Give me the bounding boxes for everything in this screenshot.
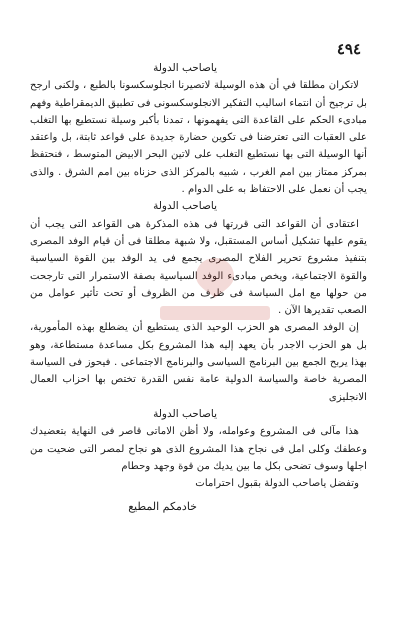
paragraph-4: هذا مآلى فى المشروع وعوامله، ولا أظن الاماتى قاصر فى النهاية بتعضيدك وعطفك وكلى امل فى نجاح هذا المشروع الذى هو نجاح لمصر التى ضحيت من اجلها وسوف تضحى بكل ما بين يديك من قوة وجهد وحطام <box>30 426 367 472</box>
paragraph-2: اعتقادى أن القواعد التى قررتها فى هذه المذكرة هى القواعد التى يجب أن يقوم عليها تشكيل أساس المستقبل، ولا شبهة مطلقا فى أن قيام الوفد المصرى بتنفيذ مشروع تحرير الفلاح المصرى يجمع فى يد الوفد بين القوة السياسية والقوة الاجتماعية، ويخص مبادىء الوفد السياسية بصفة الاستمرار التى تارجحت من حولها مع امل السياسة فى ظرف من الظروف أو تحت تأثير عوامل من الصعب تقديرها الآن . <box>30 218 367 317</box>
paragraph-1: لاتكران مطلقا في أن هذه الوسيلة لاتصيرنا انجلوسكسونا بالطبع ، ولكنى ارجح بل ترجيح أن انتماء اساليب التفكير الانجلوسكسونى فى تطبيق الديمقراطية وفهم مبادىء الحكم على القاعدة التى يفهمونها ، تمدنا بأكبر وسيلة نستطيع بها التغلب على العقبات التى تعترضنا فى تكوين حضارة جديدة على قواعد ثابتة، بل واعتقد أنها الوسيلة التى بها نستطيع التغلب على لاتين البحر الابيض المتوسط ، فنحتفظ بمركز ممتاز بين امم الغرب ، شبيه بالمركز الذى حزناه بين امم الشرق . والذى يجب أن نعمل على الاحتفاظ به على الدوام . <box>30 80 367 196</box>
salutation-3: ياصاحب الدولة <box>153 407 217 420</box>
paragraph-3: إن الوفد المصرى هو الحزب الوحيد الذى يستطيع أن يضطلع بهذه المأمورية، بل هو الحزب الاجدر بأن يعهد إليه هذا المشروع بكل مساعدة مستطاعة، وهو بهذا يربح الجمع بين البرنامج السياسى والبرنامج الاجتماعى . فيحوز فى السياسة المصرية خاصة والسياسة الدولية عامة نفس القدرة تختص بها احزاب العمال الانجليزى <box>30 322 367 403</box>
salutation-2: ياصاحب الدولة <box>153 200 217 213</box>
letter-body <box>30 60 367 516</box>
salutation-1: ياصاحب الدولة <box>153 62 217 74</box>
page-number: ٤٩٤ <box>336 40 361 58</box>
closing-line: وتفضل ياصاحب الدولة بقبول احترامات <box>195 478 359 490</box>
signature: خادمكم المطيع <box>128 500 197 514</box>
